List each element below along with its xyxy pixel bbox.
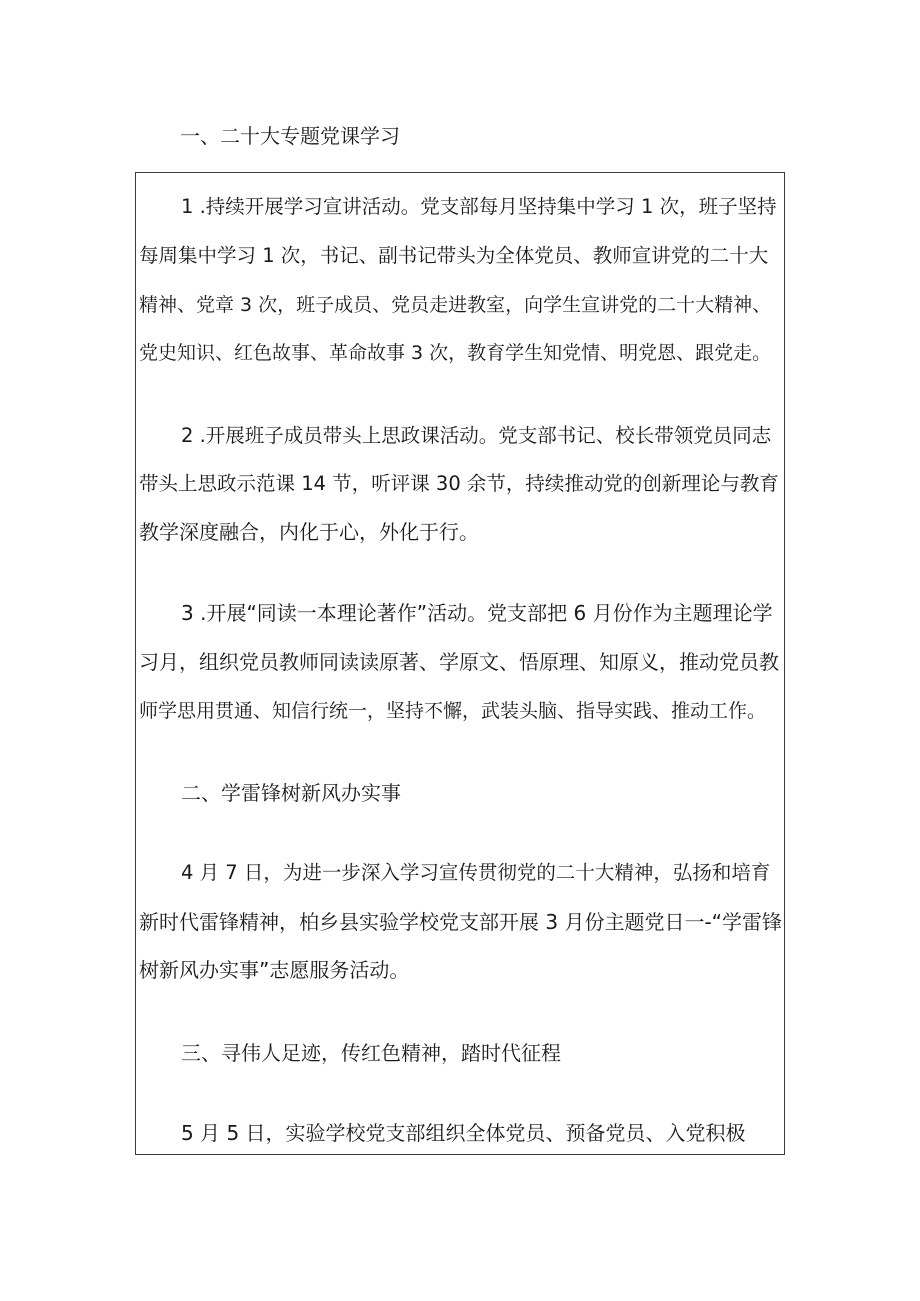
text-line: 5 月 5 日，实验学校党支部组织全体党员、预备党员、入党积极: [181, 1121, 746, 1145]
section-1-heading: 一、二十大专题党课学习: [180, 124, 400, 148]
text-line: 2 .开展班子成员带头上思政课活动。党支部书记、校长带领党员同志: [181, 424, 772, 447]
text-line: 4 月 7 日，为进一步深入学习宣传贯彻党的二十大精神，弘扬和培育: [181, 861, 771, 884]
text-line: 党史知识、红色故事、革命故事 3 次，教育学生知党情、明党恩、跟党走。: [139, 342, 772, 364]
text-line: 师学思用贯通、知信行统一，坚持不懈，武装头脑、指导实践、推动工作。: [139, 700, 767, 722]
section-3-heading: 三、寻伟人足迹，传红色精神，踏时代征程: [181, 1041, 561, 1065]
content-frame: [135, 172, 785, 1155]
text-line: 带头上思政示范课 14 节，听评课 30 余节，持续推动党的创新理论与教育: [139, 472, 779, 495]
text-line: 习月，组织党员教师同读读原著、学原文、悟原理、知原义，推动党员教: [139, 650, 779, 674]
text-line: 每周集中学习 1 次，书记、副书记带头为全体党员、教师宣讲党的二十大: [139, 244, 769, 267]
text-line: 教学深度融合，内化于心，外化于行。: [139, 520, 479, 544]
section-2-heading: 二、学雷锋树新风办实事: [181, 781, 401, 805]
text-line: 1 .持续开展学习宣讲活动。党支部每月坚持集中学习 1 次，班子坚持: [181, 195, 777, 218]
text-line: 树新风办实事”志愿服务活动。: [139, 958, 410, 982]
text-line: 3 .开展“同读一本理论著作”活动。党支部把 6 月份作为主题理论学: [181, 601, 773, 625]
text-line: 新时代雷锋精神，柏乡县实验学校党支部开展 3 月份主题党日一-“学雷锋: [139, 910, 783, 934]
text-line: 精神、党章 3 次，班子成员、党员走进教室，向学生宣讲党的二十大精神、: [139, 294, 772, 316]
